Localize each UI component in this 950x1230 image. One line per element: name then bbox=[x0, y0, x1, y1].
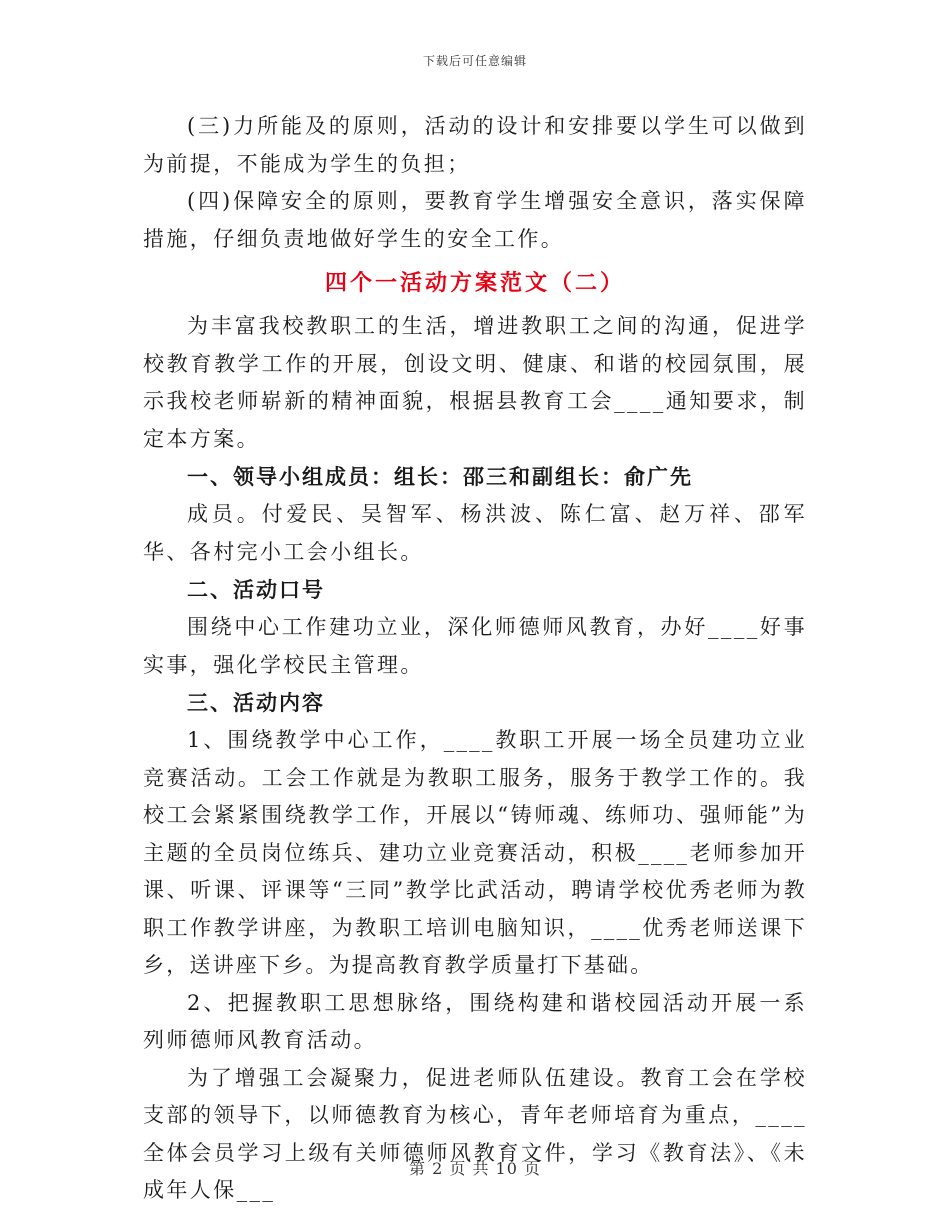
heading-slogan: 二、活动口号 bbox=[187, 578, 325, 602]
paragraph-principle-3: (三)力所能及的原则，活动的设计和安排要以学生可以做到为前提，不能成为学生的负担； bbox=[143, 114, 807, 176]
paragraph-activity-1: 1、围绕教学中心工作，____教职工开展一场全员建功立业竞赛活动。工会工作就是为教职工服务，服务于教学工作的。我校工会紧紧围绕教学工作，开展以“铸师魂、练师功、强师能”为主题的全员岗位练兵、建功立业竞赛活动，积极____老师参加开课、听课、评课等“三同”教学比武活动，聘请学校优秀老师为教职工作教学讲座，为教职工培训电脑知识，____优秀老师送课下乡，送讲座下乡。为提高教育教学质量打下基础。 bbox=[143, 728, 807, 977]
page-number: 第 2 页 共 10 页 bbox=[409, 1159, 541, 1178]
heading-leadership-group: 一、领导小组成员：组长：邵三和副组长：俞广先 bbox=[187, 465, 693, 489]
page-header: 下载后可任意编辑 bbox=[422, 54, 527, 68]
paragraph-activity-2: 2、把握教职工思想脉络，围绕构建和谐校园活动开展一系列师德师风教育活动。 bbox=[143, 990, 807, 1052]
paragraph-intro: 为丰富我校教职工的生活，增进教职工之间的沟通，促进学校教育教学工作的开展，创设文明、健康、和谐的校园氛围，展示我校老师崭新的精神面貌，根据县教育工会____通知要求，制定本方案。 bbox=[143, 314, 807, 451]
paragraph-slogan: 围绕中心工作建功立业，深化师德师风教育，办好____好事实事，强化学校民主管理。 bbox=[143, 615, 807, 677]
paragraph-principle-4: (四)保障安全的原则，要教育学生增强安全意识，落实保障措施，仔细负责地做好学生的安全工作。 bbox=[143, 189, 807, 251]
paragraph-union-cohesion: 为了增强工会凝聚力，促进老师队伍建设。教育工会在学校支部的领导下，以师德教育为核心，青年老师培育为重点，____全体会员学习上级有关师德师风教育文件，学习《教育法》、《未成年人保___ bbox=[143, 1065, 807, 1202]
heading-activity-content: 三、活动内容 bbox=[187, 691, 325, 715]
section-title: 四个一活动方案范文（二） bbox=[324, 270, 625, 296]
document-body bbox=[143, 108, 807, 1210]
paragraph-members: 成员。付爱民、吴智军、杨洪波、陈仁富、赵万祥、邵军华、各村完小工会小组长。 bbox=[143, 502, 807, 564]
